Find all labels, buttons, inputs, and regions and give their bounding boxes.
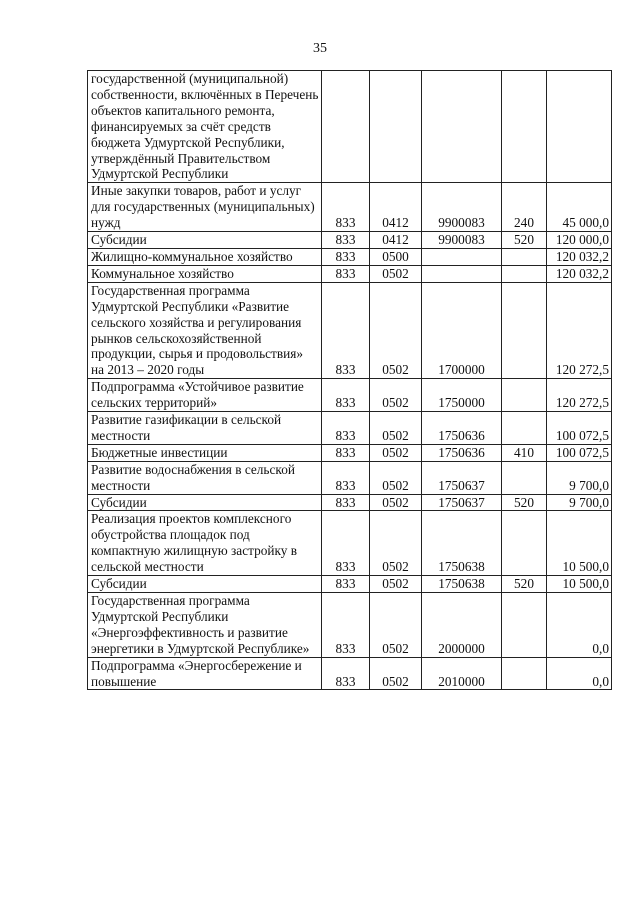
section-code-cell: [370, 71, 422, 183]
amount-cell: 9 700,0: [547, 494, 612, 511]
target-article-cell: 1750636: [422, 444, 502, 461]
section-code-cell: 0500: [370, 248, 422, 265]
budget-table: [87, 70, 612, 690]
section-code-cell: 0502: [370, 282, 422, 378]
expense-type-cell: [502, 379, 547, 412]
row-name-cell: Развитие водоснабжения в сельской местности: [88, 461, 322, 494]
table-row: [88, 248, 612, 265]
amount-cell: 120 032,2: [547, 265, 612, 282]
amount-cell: 0,0: [547, 657, 612, 690]
expense-type-cell: 240: [502, 183, 547, 232]
expense-type-cell: 520: [502, 494, 547, 511]
table-row: [88, 412, 612, 445]
grbs-code-cell: 833: [322, 511, 370, 576]
grbs-code-cell: 833: [322, 232, 370, 249]
target-article-cell: 9900083: [422, 232, 502, 249]
amount-cell: 0,0: [547, 593, 612, 658]
grbs-code-cell: [322, 71, 370, 183]
row-name-cell: Подпрограмма «Энергосбережение и повышение: [88, 657, 322, 690]
table-row: [88, 494, 612, 511]
expense-type-cell: [502, 461, 547, 494]
table-row: [88, 265, 612, 282]
target-article-cell: 1750636: [422, 412, 502, 445]
grbs-code-cell: 833: [322, 282, 370, 378]
grbs-code-cell: 833: [322, 461, 370, 494]
row-name-cell: государственной (муниципальной) собственности, включённых в Перечень объектов капитального ремонта, финансируемых за счёт средств бюджета Удмуртской Республики, утверждённый Правительством Удмуртской Республики: [88, 71, 322, 183]
target-article-cell: 1750638: [422, 511, 502, 576]
target-article-cell: [422, 71, 502, 183]
amount-cell: 9 700,0: [547, 461, 612, 494]
amount-cell: 45 000,0: [547, 183, 612, 232]
amount-cell: 10 500,0: [547, 511, 612, 576]
table-row: [88, 183, 612, 232]
expense-type-cell: 410: [502, 444, 547, 461]
table-row: [88, 576, 612, 593]
table-row: [88, 444, 612, 461]
section-code-cell: 0502: [370, 593, 422, 658]
target-article-cell: 9900083: [422, 183, 502, 232]
target-article-cell: 1750637: [422, 461, 502, 494]
target-article-cell: 2010000: [422, 657, 502, 690]
table-row: [88, 593, 612, 658]
section-code-cell: 0502: [370, 657, 422, 690]
grbs-code-cell: 833: [322, 657, 370, 690]
table-row: [88, 657, 612, 690]
section-code-cell: 0502: [370, 494, 422, 511]
expense-type-cell: 520: [502, 232, 547, 249]
target-article-cell: 1700000: [422, 282, 502, 378]
amount-cell: [547, 71, 612, 183]
row-name-cell: Государственная программа Удмуртской Республики «Энергоэффективность и развитие энергетики в Удмуртской Республике»: [88, 593, 322, 658]
row-name-cell: Государственная программа Удмуртской Республики «Развитие сельского хозяйства и регулирования рынков сельскохозяйственной продукции, сырья и продовольствия» на 2013 – 2020 годы: [88, 282, 322, 378]
amount-cell: 10 500,0: [547, 576, 612, 593]
expense-type-cell: [502, 265, 547, 282]
grbs-code-cell: 833: [322, 494, 370, 511]
row-name-cell: Коммунальное хозяйство: [88, 265, 322, 282]
expense-type-cell: [502, 248, 547, 265]
amount-cell: 120 000,0: [547, 232, 612, 249]
target-article-cell: [422, 248, 502, 265]
expense-type-cell: [502, 71, 547, 183]
table-row: [88, 511, 612, 576]
grbs-code-cell: 833: [322, 593, 370, 658]
section-code-cell: 0502: [370, 412, 422, 445]
row-name-cell: Иные закупки товаров, работ и услуг для государственных (муниципальных) нужд: [88, 183, 322, 232]
section-code-cell: 0502: [370, 444, 422, 461]
row-name-cell: Субсидии: [88, 232, 322, 249]
amount-cell: 100 072,5: [547, 444, 612, 461]
expense-type-cell: 520: [502, 576, 547, 593]
row-name-cell: Реализация проектов комплексного обустройства площадок под компактную жилищную застройку в сельской местности: [88, 511, 322, 576]
section-code-cell: 0502: [370, 379, 422, 412]
grbs-code-cell: 833: [322, 412, 370, 445]
target-article-cell: 1750637: [422, 494, 502, 511]
target-article-cell: 1750000: [422, 379, 502, 412]
table-row: [88, 282, 612, 378]
grbs-code-cell: 833: [322, 248, 370, 265]
page-number: 35: [313, 41, 327, 56]
amount-cell: 120 032,2: [547, 248, 612, 265]
amount-cell: 120 272,5: [547, 282, 612, 378]
section-code-cell: 0502: [370, 265, 422, 282]
table-row: [88, 71, 612, 183]
section-code-cell: 0502: [370, 461, 422, 494]
row-name-cell: Жилищно-коммунальное хозяйство: [88, 248, 322, 265]
section-code-cell: 0412: [370, 183, 422, 232]
expense-type-cell: [502, 412, 547, 445]
row-name-cell: Подпрограмма «Устойчивое развитие сельских территорий»: [88, 379, 322, 412]
expense-type-cell: [502, 511, 547, 576]
row-name-cell: Субсидии: [88, 494, 322, 511]
table-row: [88, 461, 612, 494]
table-row: [88, 232, 612, 249]
table-row: [88, 379, 612, 412]
expense-type-cell: [502, 593, 547, 658]
amount-cell: 120 272,5: [547, 379, 612, 412]
section-code-cell: 0502: [370, 511, 422, 576]
target-article-cell: [422, 265, 502, 282]
expense-type-cell: [502, 657, 547, 690]
row-name-cell: Субсидии: [88, 576, 322, 593]
grbs-code-cell: 833: [322, 265, 370, 282]
expense-type-cell: [502, 282, 547, 378]
grbs-code-cell: 833: [322, 183, 370, 232]
target-article-cell: 1750638: [422, 576, 502, 593]
row-name-cell: Развитие газификации в сельской местности: [88, 412, 322, 445]
grbs-code-cell: 833: [322, 444, 370, 461]
grbs-code-cell: 833: [322, 379, 370, 412]
grbs-code-cell: 833: [322, 576, 370, 593]
row-name-cell: Бюджетные инвестиции: [88, 444, 322, 461]
section-code-cell: 0502: [370, 576, 422, 593]
section-code-cell: 0412: [370, 232, 422, 249]
target-article-cell: 2000000: [422, 593, 502, 658]
amount-cell: 100 072,5: [547, 412, 612, 445]
